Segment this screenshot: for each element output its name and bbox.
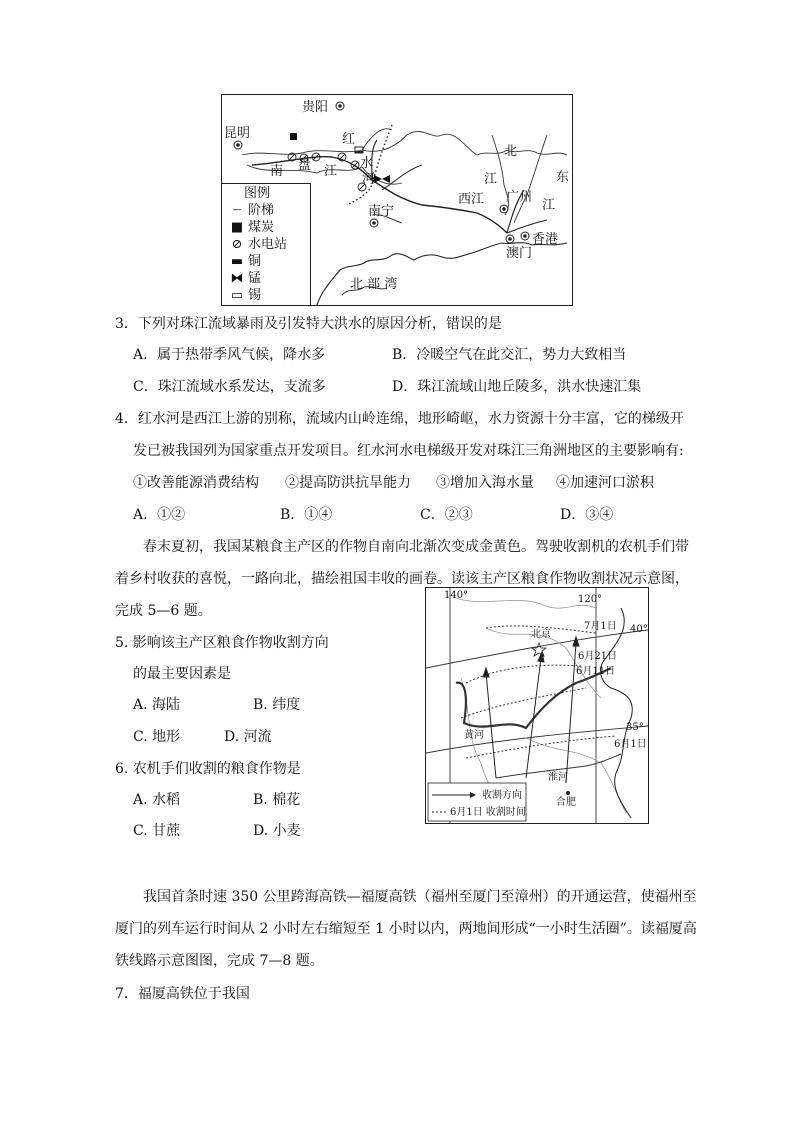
- label-hefei: 合肥: [556, 797, 576, 808]
- label-nanning: 南宁: [368, 204, 395, 219]
- passage-2-line3: 完成 5—6 题。: [115, 603, 212, 619]
- legend-item-step: ┈ 阶梯: [226, 203, 274, 219]
- harvest-map: [425, 587, 649, 824]
- label-bei: 北: [504, 144, 518, 159]
- label-shui: 水: [360, 156, 374, 171]
- city-marker-guiyang: [336, 102, 344, 110]
- q4-option-b: B．①④: [280, 507, 333, 523]
- harvest-direction-arrows: [483, 637, 579, 783]
- legend-item-hydro: ⊘ 水电站: [226, 237, 287, 253]
- q3-option-d: D．珠江流域山地丘陵多，洪水快速汇集: [392, 379, 642, 395]
- legend-harvest-direction: 收割方向: [482, 790, 522, 801]
- label-huanghe: 黄河: [464, 730, 484, 741]
- label-lon-140: 140°: [444, 590, 469, 601]
- label-huaihe: 淮河: [548, 772, 568, 783]
- legend-item-manganese: ⧓ 锰: [226, 271, 261, 287]
- label-jiang1: 江: [324, 164, 338, 179]
- q4-item-4: ④加速河口淤积: [556, 475, 654, 491]
- pearl-river-map: [221, 94, 573, 306]
- label-lat-40: 40°: [630, 624, 648, 635]
- passage-3-line1: 我国首条时速 350 公里跨海高铁—福厦高铁（福州至厦门至漳州）的开通运营，使福州至: [143, 889, 697, 905]
- passage-3-line2: 厦门的列车运行时间从 2 小时左右缩短至 1 小时以内，两地间形成“一小时生活圈”。读福厦高: [115, 921, 697, 937]
- question-6-stem: 6. 农机手们收割的粮食作物是: [115, 761, 301, 777]
- label-xianggang: 香港: [532, 232, 559, 247]
- q6-option-d: D. 小麦: [253, 823, 301, 839]
- question-4-stem-line2: 发已被我国列为国家重点开发项目。红水河水电梯级开发对珠江三角洲地区的主要影响有:: [133, 443, 684, 459]
- dotted-line-icon: ┈: [233, 203, 241, 218]
- q5-option-b: B. 纬度: [253, 697, 301, 713]
- label-guangzhou: 广州: [506, 190, 533, 205]
- tin-rect-icon: ▭: [230, 288, 244, 303]
- copper-bar-icon: ▬: [230, 254, 244, 269]
- label-hong: 红: [342, 132, 356, 147]
- label-he: 河: [362, 172, 376, 187]
- label-kunming: 昆明: [224, 126, 251, 141]
- hydro-station-icon: ⊘: [231, 237, 243, 252]
- q4-item-1: ①改善能源消费结构: [133, 475, 259, 491]
- passage-2-line1: 春末夏初，我国某粮食主产区的作物自南向北渐次变成金黄色。驾驶收割机的农机手们带: [143, 539, 689, 555]
- label-guiyang: 贵阳: [302, 100, 329, 115]
- q4-item-2: ②提高防洪抗旱能力: [285, 475, 411, 491]
- label-nan: 南: [270, 164, 284, 179]
- q5-option-a: A. 海陆: [133, 697, 181, 713]
- q3-option-c: C．珠江流域水系发达，支流多: [133, 379, 326, 395]
- question-7-stem: 7．福厦高铁位于我国: [115, 986, 250, 1002]
- q4-option-d: D．③④: [560, 507, 614, 523]
- question-3-stem: 3．下列对珠江流域暴雨及引发特大洪水的原因分析，错误的是: [115, 316, 502, 332]
- label-date-jun21: 6月21日: [578, 651, 618, 662]
- label-jiang3: 江: [542, 198, 556, 213]
- label-date-jun11: 6月11日: [576, 666, 616, 677]
- q6-option-a: A. 水稻: [133, 792, 181, 808]
- q4-option-c: C．②③: [420, 507, 473, 523]
- label-aomen: 澳门: [506, 246, 533, 261]
- map-legend: [222, 183, 311, 306]
- passage-3-line3: 铁线路示意图图，完成 7—8 题。: [115, 953, 324, 969]
- label-date-jul1: 7月1日: [584, 621, 617, 632]
- question-4-stem-line1: 4．红水河是西江上游的别称，流域内山岭连绵，地形崎岖，水力资源十分丰富，它的梯级开: [115, 411, 684, 427]
- label-beibuwan: 北 部 湾: [350, 277, 398, 292]
- label-pan: 盘: [298, 158, 312, 173]
- label-xijiang: 西江: [458, 192, 485, 207]
- question-5-stem-line2: 的最主要因素是: [133, 666, 231, 682]
- q6-option-c: C. 甘蔗: [133, 823, 181, 839]
- label-lon-120: 120°: [578, 594, 603, 605]
- legend-item-coal: ■ 煤炭: [226, 220, 274, 236]
- manganese-bowtie-icon: ⧓: [230, 271, 244, 286]
- legend-title: 图例: [244, 186, 271, 201]
- legend-harvest-time: 6月1日 收割时间: [450, 807, 526, 818]
- label-jiang2: 江: [484, 172, 498, 187]
- q3-option-a: A．属于热带季风气候，降水多: [133, 347, 326, 363]
- label-date-jun1: 6月1日: [614, 739, 647, 750]
- city-marker-kunming: [234, 141, 242, 149]
- q4-option-a: A．①②: [133, 507, 186, 523]
- city-marker-xianggang: [521, 232, 529, 240]
- q4-item-3: ③增加入海水量: [436, 475, 534, 491]
- q3-option-b: B．冷暖空气在此交汇，势力大致相当: [392, 347, 627, 363]
- legend-item-tin: ▭ 锡: [226, 288, 261, 304]
- city-marker-guangzhou: [500, 205, 508, 213]
- city-marker-aomen: [506, 235, 514, 243]
- question-5-stem-line1: 5. 影响该主产区粮食作物收割方向: [115, 635, 329, 651]
- coal-square-icon: ■: [230, 220, 244, 235]
- hefei-marker: [566, 791, 570, 795]
- q5-option-d: D. 河流: [224, 729, 272, 745]
- q6-option-b: B. 棉花: [253, 792, 301, 808]
- beijing-marker: [532, 643, 546, 656]
- legend-item-copper: ▬ 铜: [226, 254, 261, 270]
- city-marker-nanning: [370, 219, 378, 227]
- label-beijing: 北京: [531, 629, 551, 640]
- label-dong: 东: [556, 170, 570, 185]
- label-lat-35: 35°: [626, 722, 644, 733]
- coal-marker: [290, 133, 297, 140]
- q5-option-c: C. 地形: [133, 729, 181, 745]
- passage-2-line2: 着乡村收获的喜悦，一路向北，描绘祖国丰收的画卷。读该主产区粮食作物收割状况示意图，: [115, 571, 689, 587]
